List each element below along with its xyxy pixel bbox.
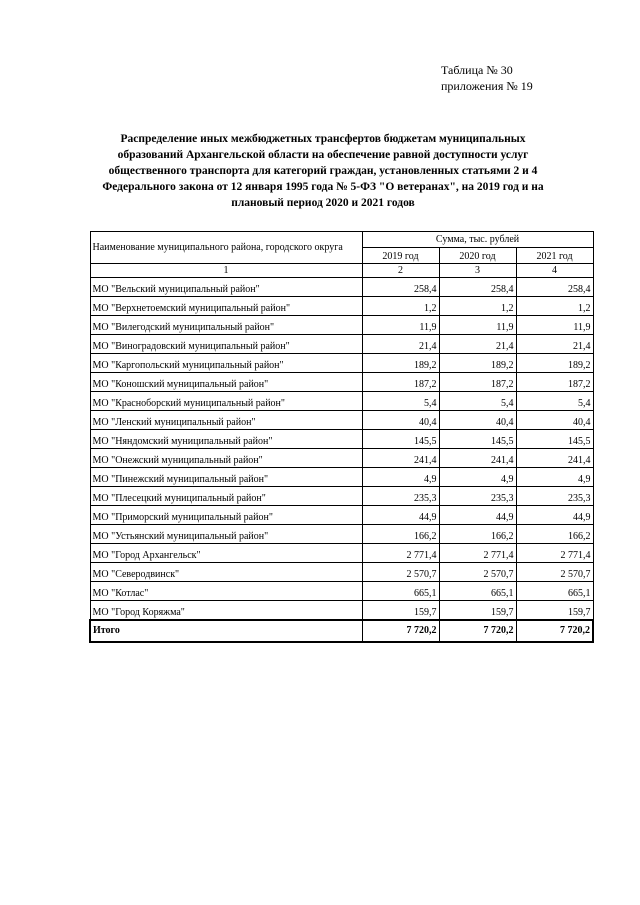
value-2019: 159,7 — [362, 601, 439, 621]
value-2021: 11,9 — [516, 316, 593, 335]
table-row — [90, 392, 593, 411]
value-2019: 166,2 — [362, 525, 439, 544]
value-2020: 40,4 — [439, 411, 516, 430]
transfers-table — [89, 231, 594, 643]
value-2021: 5,4 — [516, 392, 593, 411]
municipality-name: МО "Приморский муниципальный район" — [90, 506, 362, 525]
column-number: 2 — [362, 264, 439, 278]
value-2021: 2 771,4 — [516, 544, 593, 563]
value-2019: 2 570,7 — [362, 563, 439, 582]
value-2020: 5,4 — [439, 392, 516, 411]
value-2019: 5,4 — [362, 392, 439, 411]
municipality-name: МО "Онежский муниципальный район" — [90, 449, 362, 468]
value-2020: 2 570,7 — [439, 563, 516, 582]
value-2020: 665,1 — [439, 582, 516, 601]
document-title — [88, 131, 558, 211]
value-2021: 145,5 — [516, 430, 593, 449]
value-2021: 2 570,7 — [516, 563, 593, 582]
table-row — [90, 544, 593, 563]
municipality-name: МО "Северодвинск" — [90, 563, 362, 582]
table-row — [90, 316, 593, 335]
value-2020: 187,2 — [439, 373, 516, 392]
value-2019: 2 771,4 — [362, 544, 439, 563]
value-2019: 145,5 — [362, 430, 439, 449]
value-2019: 4,9 — [362, 468, 439, 487]
table-body — [90, 278, 593, 621]
value-2021: 1,2 — [516, 297, 593, 316]
table-number-label: Таблица № 30 — [441, 63, 513, 77]
municipality-name: МО "Пинежский муниципальный район" — [90, 468, 362, 487]
municipality-name: МО "Няндомский муниципальный район" — [90, 430, 362, 449]
municipality-name: МО "Вельский муниципальный район" — [90, 278, 362, 297]
value-2020: 145,5 — [439, 430, 516, 449]
column-number: 1 — [90, 264, 362, 278]
municipality-name: МО "Вилегодский муниципальный район" — [90, 316, 362, 335]
value-2020: 1,2 — [439, 297, 516, 316]
value-2021: 21,4 — [516, 335, 593, 354]
municipality-name: МО "Ленский муниципальный район" — [90, 411, 362, 430]
appendix-number-label: приложения № 19 — [441, 79, 533, 93]
value-2021: 166,2 — [516, 525, 593, 544]
table-row — [90, 411, 593, 430]
value-2021: 258,4 — [516, 278, 593, 297]
table-row — [90, 449, 593, 468]
table-row — [90, 373, 593, 392]
title-line: Распределение иных межбюджетных трансфертов бюджетам муниципальных — [120, 133, 526, 145]
value-2020: 189,2 — [439, 354, 516, 373]
column-number: 3 — [439, 264, 516, 278]
value-2019: 21,4 — [362, 335, 439, 354]
municipality-name: МО "Город Архангельск" — [90, 544, 362, 563]
value-2019: 11,9 — [362, 316, 439, 335]
value-2020: 4,9 — [439, 468, 516, 487]
value-2020: 2 771,4 — [439, 544, 516, 563]
header-year-2020: 2020 год — [439, 248, 516, 264]
table-row — [90, 487, 593, 506]
total-row — [90, 620, 593, 642]
table-header-row — [90, 232, 593, 248]
value-2020: 258,4 — [439, 278, 516, 297]
value-2019: 40,4 — [362, 411, 439, 430]
value-2021: 189,2 — [516, 354, 593, 373]
table-row — [90, 278, 593, 297]
column-number: 4 — [516, 264, 593, 278]
value-2021: 40,4 — [516, 411, 593, 430]
table-row — [90, 354, 593, 373]
municipality-name: МО "Плесецкий муниципальный район" — [90, 487, 362, 506]
municipality-name: МО "Виноградовский муниципальный район" — [90, 335, 362, 354]
value-2021: 4,9 — [516, 468, 593, 487]
appendix-reference — [441, 62, 533, 94]
title-line: Федерального закона от 12 января 1995 года № 5-ФЗ "О ветеранах", на 2019 год и на — [102, 181, 544, 193]
value-2021: 187,2 — [516, 373, 593, 392]
value-2019: 241,4 — [362, 449, 439, 468]
value-2021: 235,3 — [516, 487, 593, 506]
value-2020: 44,9 — [439, 506, 516, 525]
total-2019: 7 720,2 — [362, 620, 439, 642]
value-2021: 159,7 — [516, 601, 593, 621]
title-line: плановый период 2020 и 2021 годов — [231, 197, 415, 209]
table-row — [90, 297, 593, 316]
table-row — [90, 582, 593, 601]
column-numbers-row — [90, 264, 593, 278]
municipality-name: МО "Устьянский муниципальный район" — [90, 525, 362, 544]
value-2020: 21,4 — [439, 335, 516, 354]
value-2020: 166,2 — [439, 525, 516, 544]
municipality-name: МО "Коношский муниципальный район" — [90, 373, 362, 392]
table-row — [90, 430, 593, 449]
value-2019: 44,9 — [362, 506, 439, 525]
value-2019: 189,2 — [362, 354, 439, 373]
value-2019: 235,3 — [362, 487, 439, 506]
header-name: Наименование муниципального района, городского округа — [90, 232, 362, 264]
header-sum: Сумма, тыс. рублей — [362, 232, 593, 248]
value-2019: 258,4 — [362, 278, 439, 297]
value-2021: 665,1 — [516, 582, 593, 601]
value-2021: 241,4 — [516, 449, 593, 468]
value-2020: 11,9 — [439, 316, 516, 335]
value-2020: 235,3 — [439, 487, 516, 506]
municipality-name: МО "Каргопольский муниципальный район" — [90, 354, 362, 373]
table-row — [90, 601, 593, 621]
total-2021: 7 720,2 — [516, 620, 593, 642]
municipality-name: МО "Верхнетоемский муниципальный район" — [90, 297, 362, 316]
value-2020: 241,4 — [439, 449, 516, 468]
title-line: общественного транспорта для категорий граждан, установленных статьями 2 и 4 — [108, 165, 538, 177]
table-row — [90, 563, 593, 582]
table-row — [90, 525, 593, 544]
value-2019: 665,1 — [362, 582, 439, 601]
header-year-2021: 2021 год — [516, 248, 593, 264]
value-2019: 187,2 — [362, 373, 439, 392]
table-row — [90, 506, 593, 525]
header-year-2019: 2019 год — [362, 248, 439, 264]
value-2019: 1,2 — [362, 297, 439, 316]
total-label: Итого — [90, 620, 362, 642]
value-2020: 159,7 — [439, 601, 516, 621]
municipality-name: МО "Город Коряжма" — [90, 601, 362, 621]
total-2020: 7 720,2 — [439, 620, 516, 642]
title-line: образований Архангельской области на обеспечение равной доступности услуг — [117, 149, 529, 161]
table-row — [90, 468, 593, 487]
municipality-name: МО "Красноборский муниципальный район" — [90, 392, 362, 411]
municipality-name: МО "Котлас" — [90, 582, 362, 601]
table-row — [90, 335, 593, 354]
value-2021: 44,9 — [516, 506, 593, 525]
